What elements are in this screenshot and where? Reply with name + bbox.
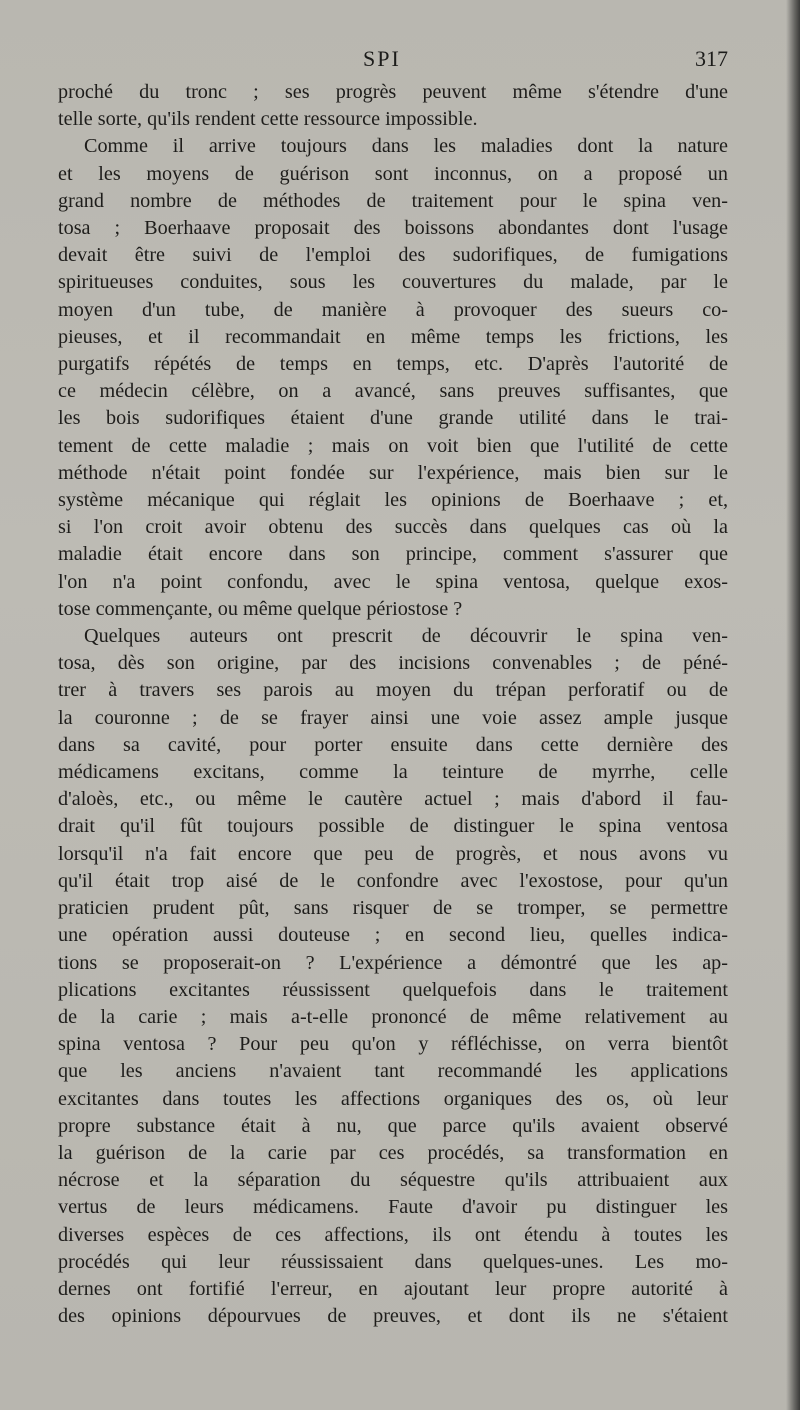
text-line: excitantes dans toutes les affections organiques des os, où leur [58,1087,728,1110]
text-line: dans sa cavité, pour porter ensuite dans cette dernière des [58,733,728,756]
text-line: maladie était encore dans son principe, comment s'assurer que [58,543,728,566]
text-line: praticien prudent pût, sans risquer de se tromper, se permettre [58,897,728,920]
text-line: la couronne ; de se frayer ainsi une voie assez ample jusque [58,706,728,729]
text-line: qu'il était trop aisé de le confondre avec l'exostose, pour qu'un [58,869,728,892]
text-line: nécrose et la séparation du séquestre qu'ils attribuaient aux [58,1169,728,1192]
text-line: la guérison de la carie par ces procédés, sa transformation en [58,1141,728,1164]
text-line: diverses espèces de ces affections, ils ont étendu à toutes les [58,1223,728,1246]
text-line: spina ventosa ? Pour peu qu'on y réfléchisse, on verra bientôt [58,1033,728,1056]
text-line: l'on n'a point confondu, avec le spina ventosa, quelque exos- [58,570,728,593]
text-line: pieuses, et il recommandait en même temps les frictions, les [58,325,728,348]
text-line: vertus de leurs médicamens. Faute d'avoir pu distinguer les [58,1196,728,1219]
text-line: tement de cette maladie ; mais on voit bien que l'utilité de cette [58,434,728,457]
text-line: lorsqu'il n'a fait encore que peu de progrès, et nous avons vu [58,842,728,865]
text-line: tosa ; Boerhaave proposait des boissons abondantes dont l'usage [58,217,728,240]
text-line: tose commençante, ou même quelque périostose ? [58,597,463,620]
text-line: les bois sudorifiques étaient d'une grande utilité dans le trai- [58,407,728,430]
page-number: 317 [695,46,728,71]
text-line: si l'on croit avoir obtenu des succès dans quelques cas où la [58,516,728,539]
text-line: Comme il arrive toujours dans les maladies dont la nature [84,135,728,158]
running-head: SPI [363,46,401,71]
text-line: purgatifs répétés de temps en temps, etc. D'après l'autorité de [58,353,728,376]
text-line: propre substance était à nu, que parce qu'ils avaient observé [58,1114,728,1137]
text-line: proché du tronc ; ses progrès peuvent même s'étendre d'une [58,81,728,103]
text-line: trer à travers ses parois au moyen du trépan perforatif ou de [58,679,728,702]
text-line: Quelques auteurs ont prescrit de découvrir le spina ven- [84,625,728,648]
text-line: que les anciens n'avaient tant recommandé les applications [58,1060,728,1083]
text-line: telle sorte, qu'ils rendent cette ressource impossible. [58,108,478,131]
text-line: ce médecin célèbre, on a avancé, sans preuves suffisantes, que [58,380,728,403]
text-line: médicamens excitans, comme la teinture de myrrhe, celle [58,761,728,784]
text-line: des opinions dépourvues de preuves, et dont ils ne s'étaient [58,1305,728,1328]
text-line: procédés qui leur réussissaient dans quelques-unes. Les mo- [58,1250,728,1273]
page-header [58,46,728,80]
text-line: drait qu'il fût toujours possible de distinguer le spina ventosa [58,815,728,838]
text-line: de la carie ; mais a-t-elle prononcé de même relativement au [58,1005,728,1028]
text-line: tions se proposerait-on ? L'expérience a démontré que les ap- [58,951,728,974]
text-line: plications excitantes réussissent quelquefois dans le traitement [58,978,728,1001]
page-edge-shadow [786,0,800,1410]
text-line: spiritueuses conduites, sous les couvertures du malade, par le [58,271,728,294]
text-line: d'aloès, etc., ou même le cautère actuel ; mais d'abord il fau- [58,788,728,811]
text-line: devait être suivi de l'emploi des sudorifiques, de fumigations [58,244,728,267]
text-line: méthode n'était point fondée sur l'expérience, mais bien sur le [58,461,728,484]
text-line: tosa, dès son origine, par des incisions convenables ; de péné- [58,652,728,675]
text-line: une opération aussi douteuse ; en second lieu, quelles indica- [58,924,728,947]
text-line: grand nombre de méthodes de traitement pour le spina ven- [58,189,728,212]
text-line: moyen d'un tube, de manière à provoquer des sueurs co- [58,298,728,321]
text-line: et les moyens de guérison sont inconnus, on a proposé un [58,162,728,185]
body-text [58,79,728,1330]
text-line: système mécanique qui réglait les opinions de Boerhaave ; et, [58,489,728,512]
text-line: dernes ont fortifié l'erreur, en ajoutant leur propre autorité à [58,1277,728,1300]
